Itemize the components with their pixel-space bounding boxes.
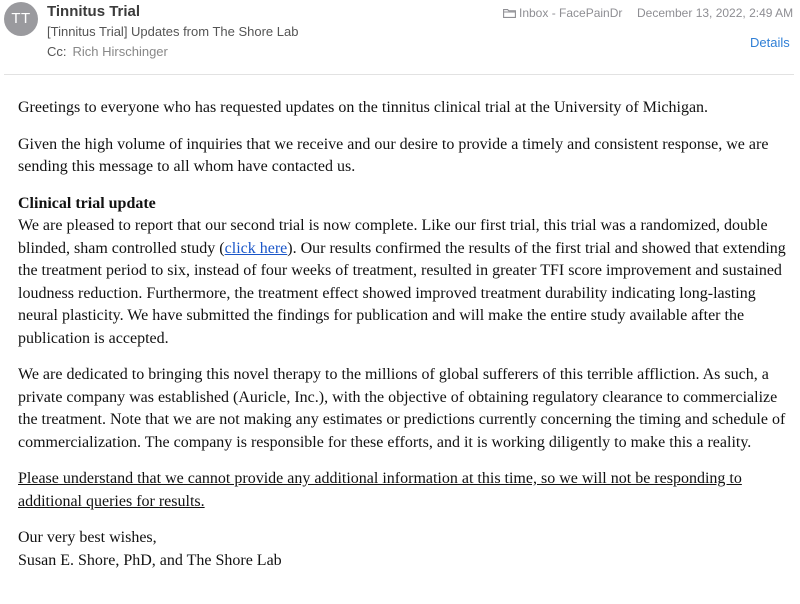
update-heading: Clinical trial update: [18, 194, 156, 212]
update-paragraph: [18, 193, 794, 351]
cc-label: Cc:: [47, 44, 67, 59]
intro-paragraph: Given the high volume of inquiries that we receive and our desire to provide a timely and consistent response, we are sending this message to all whom have contacted us.: [18, 135, 769, 175]
signature-block: [18, 527, 794, 572]
signature-line: Susan E. Shore, PhD, and The Shore Lab: [18, 551, 282, 569]
sender-name[interactable]: Tinnitus Trial: [47, 3, 141, 20]
click-here-link[interactable]: click here: [224, 239, 288, 257]
folder-icon: [503, 8, 516, 18]
email-date: December 13, 2022, 2:49 AM: [637, 6, 794, 20]
company-paragraph: We are dedicated to bringing this novel therapy to the millions of global sufferers of this terrible affliction. As such, a private company was established (Auricle, Inc.), with the objective of obtaining regulatory clearance to commercialize the treatment. Note that we are not making any estimates or predictions currently concerning the timing and schedule of commercialization. The company is responsible for these efforts, and it is working diligently to make this a reality.: [18, 366, 786, 451]
update-text-start: We are pleased to report that our second trial is now complete. Like our first trial, this trial was a randomized, double blinded, sham controlled study (: [18, 217, 768, 257]
mailbox-label: Inbox - FacePainDr: [519, 6, 623, 20]
closing-line: Our very best wishes,: [18, 529, 157, 546]
sender-avatar[interactable]: TT: [4, 2, 38, 36]
greeting-paragraph: Greetings to everyone who has requested updates on the tinnitus clinical trial at the University of Michigan.: [18, 99, 709, 116]
update-text-end: ). Our results confirmed the results of the first trial and showed that extending the treatment period to six, instead of four weeks of treatment, resulted in greater TFI score improvement and sustained loudness reduction. Furthermore, the treatment effect showed improved treatment durability indicating long-lasting neural plasticity. We have submitted the findings for publication and will make the entire study available after the publication is accepted.: [18, 239, 786, 347]
email-subject: [Tinnitus Trial] Updates from The Shore Lab: [47, 24, 299, 39]
notice-paragraph: Please understand that we cannot provide any additional information at this time, so we will not be responding to additional queries for results.: [18, 470, 742, 510]
header-divider: [4, 74, 794, 75]
cc-row: [47, 44, 168, 59]
cc-recipient[interactable]: Rich Hirschinger: [72, 44, 168, 59]
email-header: [0, 0, 800, 76]
email-body: [18, 97, 794, 586]
details-link[interactable]: Details: [750, 35, 790, 50]
mailbox-location[interactable]: [503, 6, 622, 20]
